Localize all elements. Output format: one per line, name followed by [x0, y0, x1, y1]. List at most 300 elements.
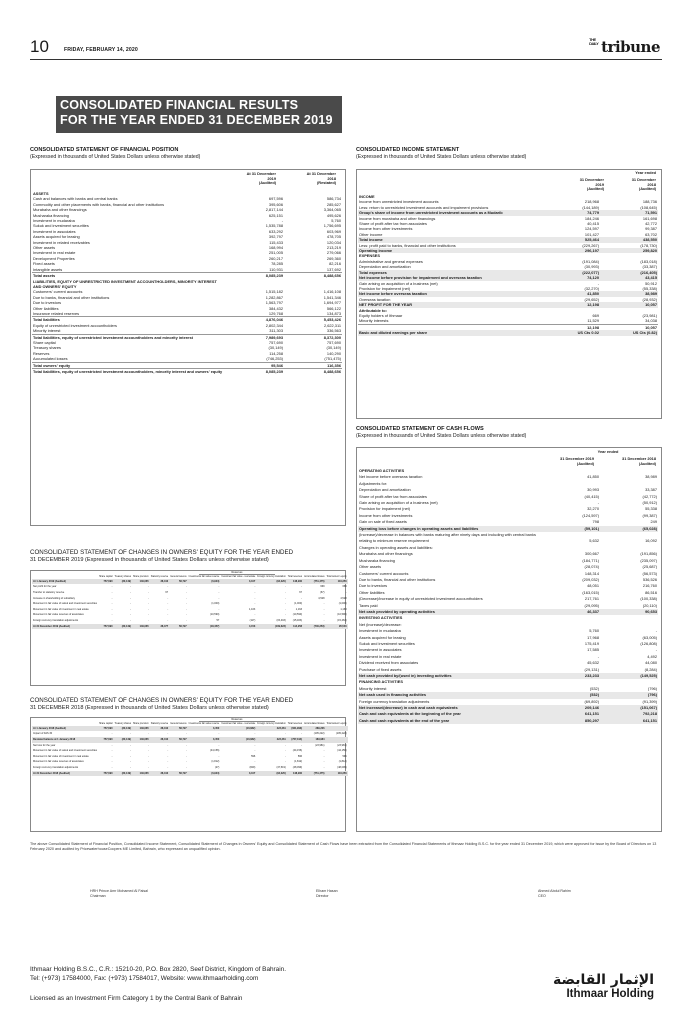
row-label: Total expenses	[358, 270, 542, 275]
equity-cell: (15,463)	[337, 618, 347, 622]
row-label: Investment in mudaraba	[33, 218, 75, 224]
equity-cell: -	[185, 596, 187, 600]
income-statement-table	[358, 194, 658, 336]
equity-cell: -	[167, 602, 169, 606]
equity-cell: -	[167, 607, 169, 611]
equity-cell: 38,410	[150, 579, 170, 585]
equity-col-header: Investments fair value reserve	[188, 576, 220, 578]
row-label: ASSETS	[33, 191, 49, 196]
equity-cell: -	[111, 596, 113, 600]
equity-cell: (94,220)	[256, 579, 286, 585]
equity-cell: 149,065	[132, 579, 150, 585]
equity-cell: -	[218, 607, 220, 611]
equity-cell: (44,156)	[292, 749, 303, 753]
equity-2019-title-2: 31 DECEMBER 2019 (Expressed in thousands of United States Dollars unless otherwise stated)	[30, 557, 269, 563]
row-label: Commodity and other placements with banks, financial and other institutions	[33, 201, 165, 207]
row-label: Attributable to:	[359, 307, 387, 313]
equity-cell: (30,149)	[113, 771, 132, 777]
row-label: Assets acquired for leasing	[359, 634, 406, 640]
value-2018: 213,219	[326, 245, 341, 251]
value-2019: 175,419	[584, 640, 599, 646]
row-label: LIABILITIES, EQUITY OF UNRESTRICTED INVESTMENT ACCOUNTHOLDERS, MINORITY INTEREST AND OWNERS' EQUITY	[33, 278, 217, 289]
value-2019: 5,760	[589, 628, 599, 634]
equity-cell: (15,403)	[276, 618, 286, 622]
equity-2018-table	[32, 723, 348, 776]
equity-cell: 4,528	[318, 596, 325, 600]
row-label: Other liabilities	[359, 589, 385, 595]
equity-2018-title-2: 31 DECEMBER 2018 (Expressed in thousands of United States Dollars unless otherwise stated)	[30, 705, 269, 711]
equity-cell: -	[185, 765, 187, 769]
row-label: Changes in operating assets and liabilities:	[359, 544, 433, 550]
value-2019: -	[597, 500, 599, 506]
value-2019: (30,149)	[268, 345, 283, 351]
equity-cell: 669	[320, 585, 325, 589]
equity-cell: 596	[342, 754, 347, 758]
equity-col-header: Statutory reserve	[150, 723, 169, 725]
value-2019: 757,690	[268, 339, 283, 345]
value-2018: 1,541,346	[323, 294, 341, 300]
equity-cell: (30,149)	[113, 579, 132, 585]
row-label: Investment in associates	[33, 228, 76, 234]
cash-flows-subtitle: (Expressed in thousands of United States Dollars unless otherwise stated)	[356, 433, 527, 439]
equity-cell: -	[111, 732, 113, 736]
equity-cell: 38,477	[150, 624, 170, 630]
equity-cell: (10,590)	[337, 613, 347, 617]
value-2018: (91,399)	[642, 698, 657, 704]
value-2018: (178,730)	[640, 242, 657, 248]
value-2019: -	[281, 218, 283, 224]
equity-cell: (105,222)	[313, 732, 325, 736]
equity-cell: -	[130, 765, 131, 769]
value-2019: -	[597, 653, 599, 659]
equity-cell: -	[147, 596, 149, 600]
value-2019: 392,797	[268, 234, 283, 240]
row-label: Murabaha and other financings	[33, 207, 87, 213]
equity-cell: 223,261	[256, 726, 286, 732]
equity-cell: -	[185, 760, 187, 764]
value-2018: 137,692	[326, 266, 341, 272]
row-label: Overseas taxation	[359, 296, 391, 302]
value-2019: 1,535,788	[265, 223, 283, 229]
value-2019: 233,233	[542, 673, 600, 679]
value-2018: 161,698	[642, 215, 657, 221]
value-2019: 148,314	[584, 570, 599, 576]
value-2018: 42,772	[645, 221, 657, 227]
financial-position-table	[32, 191, 342, 374]
value-2018: 641,151	[600, 718, 658, 724]
row-label: Depreciation and amortization	[359, 487, 411, 493]
sig-name: HRH Prince Amr Mohamed Al Faisal	[90, 889, 148, 893]
cf-col2-b: (Audited)	[638, 460, 656, 466]
value-2018: 438,550	[600, 237, 658, 242]
value-2018: 99,387	[645, 226, 657, 232]
company-phone-website: Tel: (+973) 17584000, Fax: (+973) 17584017, Website: www.ithmaarholding.com	[30, 975, 259, 982]
value-2019: (184,771)	[582, 557, 599, 563]
row-label: Fixed assets	[33, 261, 55, 267]
value-2019: 184,246	[584, 215, 599, 221]
value-2018: 63,702	[645, 231, 657, 237]
equity-2018-title: CONSOLIDATED STATEMENT OF CHANGES IN OWNERS' EQUITY FOR THE YEAR ENDED	[30, 697, 294, 704]
equity-cell: -	[284, 607, 286, 611]
value-2018: (751,475)	[324, 356, 341, 362]
equity-col-header: Treasury shares	[114, 723, 131, 725]
value-2018: (30,149)	[326, 345, 341, 351]
equity-cell: 67	[299, 590, 303, 594]
equity-cell: -	[147, 618, 149, 622]
value-2018: 4,492	[647, 653, 657, 659]
value-2018: 586,734	[326, 196, 341, 202]
logo-arabic: الإثمار القابضة	[553, 972, 654, 988]
equity-row-label: At 1 January 2019 (Audited)	[32, 579, 98, 585]
row-label: Investment in related receivables	[33, 239, 90, 245]
value-2019: 45,632	[587, 660, 599, 666]
equity-row-label: At 31 December 2018 (Audited)	[32, 771, 98, 777]
equity-cell: -	[323, 618, 325, 622]
value-2019: 11,529	[587, 318, 599, 324]
value-2019: (29,652)	[584, 296, 599, 302]
equity-2018-reserves-label: Reserves	[199, 718, 275, 722]
equity-cell: 757,690	[98, 624, 113, 630]
is-year-ended: Year ended	[635, 170, 656, 175]
equity-cell: -	[185, 585, 187, 589]
equity-cell: -	[301, 585, 303, 589]
cf-col-2018	[596, 457, 656, 466]
equity-cell: -	[284, 754, 286, 758]
equity-cell: (48,099)	[292, 765, 303, 769]
equity-cell: -	[323, 613, 325, 617]
equity-cell: -	[301, 743, 303, 747]
row-label: Income from other investments	[359, 512, 413, 518]
row-label: Adjustments for:	[359, 480, 388, 486]
equity-cell: -	[185, 732, 187, 736]
equity-cell: -	[185, 743, 187, 747]
row-label: EXPENSES	[359, 253, 380, 259]
value-2018: (28,932)	[642, 296, 657, 302]
equity-cell: -	[167, 743, 169, 747]
value-2018: 188,736	[642, 199, 657, 205]
row-label: Gain on sale of fixed assets	[359, 519, 407, 525]
value-2019: 12,198	[542, 324, 600, 330]
equity-cell: (48,099)	[337, 765, 347, 769]
equity-row-label: Transfer to statutory reserve	[33, 590, 65, 594]
value-2019	[226, 279, 284, 290]
value-2019: 1,515,182	[265, 289, 283, 295]
equity-cell: 149,065	[132, 624, 150, 630]
equity-row-label: Increase in shareholding of subsidiary	[33, 596, 75, 600]
is-row	[358, 330, 658, 335]
equity-cell: -	[323, 607, 325, 611]
equity-cell: -	[147, 590, 149, 594]
row-label: Equity of unrestricted investment accountholders	[33, 322, 117, 328]
value-2018: 1,756,695	[323, 223, 341, 229]
equity-cell: 116,356	[326, 771, 348, 777]
equity-cell: 596	[251, 754, 256, 758]
equity-row-label: At 1 January 2018 (Audited)	[32, 726, 98, 732]
equity-cell: 148,290	[287, 771, 303, 777]
equity-cell: 757,690	[98, 579, 113, 585]
value-2019: 8,085,239	[226, 369, 284, 375]
equity-cell: -	[111, 754, 113, 758]
value-2019: (29,095)	[584, 602, 599, 608]
equity-cell: 223,261	[256, 737, 286, 743]
equity-cell: -	[218, 732, 220, 736]
equity-cell: -	[254, 602, 256, 606]
company-contact	[30, 965, 450, 983]
value-2018: 82,216	[329, 261, 341, 267]
equity-col-header: Total owners' equity	[326, 723, 347, 725]
value-2019: 114,258	[269, 350, 283, 356]
value-2019: 17,968	[587, 634, 599, 640]
equity-cell: 757,690	[98, 771, 113, 777]
fp-col1-c: (Audited)	[258, 180, 276, 186]
equity-cell: 596	[297, 754, 303, 758]
equity-cell: 1,163	[340, 607, 347, 611]
equity-cell: 58,727	[169, 771, 187, 777]
sig-title: Chairman	[90, 893, 106, 898]
row-label: FINANCING ACTIVITIES	[359, 679, 403, 685]
value-2018: (191,856)	[640, 551, 657, 557]
value-2018: 8,372,300	[284, 334, 342, 340]
equity-cell: -	[147, 765, 149, 769]
value-2018: 8,488,656	[284, 369, 342, 375]
row-label: Foreign currency translation adjustments	[359, 698, 430, 704]
value-2018: (50,912)	[642, 500, 657, 506]
equity-cell: -	[185, 749, 187, 753]
equity-row-label: Foreign currency translation adjustments	[33, 765, 79, 769]
fp-col2-b: 2018	[327, 175, 336, 181]
value-2018: (55,338)	[642, 285, 657, 291]
equity-cell: (1,812)	[211, 760, 220, 764]
equity-row-label: Movement in fair value of investment in real estate	[33, 754, 89, 758]
value-2019: 641,151	[542, 711, 600, 717]
value-2019: (30,993)	[584, 264, 599, 270]
value-2018: 38,989	[600, 291, 658, 296]
value-2018: (8,284)	[644, 666, 657, 672]
row-label: Reserves	[33, 350, 50, 356]
value-2019: 300,667	[584, 551, 599, 557]
equity-cell: (16,682)	[220, 737, 256, 743]
value-2018: 5,453,426	[284, 317, 342, 323]
value-2018: (25,687)	[642, 564, 657, 570]
row-label: Net cash used in financing activities	[358, 692, 542, 698]
equity-col-header: Total owners' equity	[326, 576, 347, 578]
row-label: Other liabilities	[33, 305, 59, 311]
equity-row-label: Movement in fair value reserves of associates	[33, 760, 84, 764]
row-label: Income from murabaha and other financings	[359, 215, 436, 221]
value-2018: 259,820	[600, 248, 658, 253]
equity-cell: 116,356	[326, 579, 348, 585]
equity-cell: (661,993)	[287, 726, 303, 732]
row-label: Basic and diluted earnings per share	[358, 330, 542, 335]
equity-cell: -	[130, 743, 131, 747]
equity-cell: -	[167, 732, 169, 736]
results-banner	[56, 96, 342, 133]
cf-col-2019	[534, 457, 594, 466]
equity-cell: -	[111, 749, 113, 753]
value-2018: 5,760	[331, 218, 341, 224]
equity-cell: -	[111, 760, 113, 764]
equity-cell: -	[323, 760, 325, 764]
value-2018: 249	[650, 519, 657, 525]
row-label: Other assets	[359, 564, 382, 570]
equity-cell: (10,590)	[292, 613, 303, 617]
equity-col-header: Investment fair value - real estate	[221, 723, 256, 725]
sig-title: CEO	[538, 893, 546, 898]
equity-cell: -	[284, 743, 286, 747]
row-label: Operating income	[358, 248, 542, 253]
masthead-title: tribune	[601, 38, 660, 56]
equity-col-header: Foreign currency translation	[257, 723, 286, 725]
value-2018: (796)	[600, 692, 658, 698]
row-label: Share of profit after tax from associates	[359, 493, 427, 499]
equity-cell: -	[167, 760, 169, 764]
equity-col-header: Share capital	[99, 576, 113, 578]
value-2019: (532)	[589, 685, 599, 691]
equity-cell: 58,727	[169, 579, 187, 585]
row-label: Total owners' equity	[32, 362, 226, 368]
value-2018: (100,338)	[640, 596, 657, 602]
value-2018: (796)	[647, 685, 657, 691]
value-2018: 43,415	[600, 275, 658, 280]
equity-cell: -	[147, 585, 149, 589]
equity-cell: -	[130, 754, 131, 758]
value-2019: 384,432	[268, 305, 283, 311]
equity-cell: (30,149)	[113, 737, 132, 743]
equity-cell: -	[111, 743, 113, 747]
row-label: Net increase/(decrease) in cash and cash equivalents	[358, 705, 542, 711]
equity-cell: -	[130, 602, 131, 606]
equity-cell: (23,981)	[337, 743, 347, 747]
equity-cell: -	[130, 596, 131, 600]
equity-cell: (1,000)	[294, 602, 303, 606]
value-2019: 41,850	[587, 474, 599, 480]
value-2018: (63,005)	[642, 634, 657, 640]
equity-cell: -	[111, 765, 113, 769]
value-2019: 78,285	[271, 261, 283, 267]
equity-cell: -	[147, 732, 149, 736]
equity-cell: (117)	[249, 618, 256, 622]
row-label: Group's share of income from unrestricted investment accounts as a Mudarib	[358, 210, 542, 215]
value-2019: 30,993	[587, 487, 599, 493]
equity-cell: 148,290	[287, 579, 303, 585]
value-2019: 32,270	[587, 506, 599, 512]
equity-row-label: At 31 December 2019 (Audited)	[32, 624, 98, 630]
is-col1-b: 2019	[595, 181, 604, 187]
equity-2019-table	[32, 576, 348, 629]
value-2019: (59,101)	[542, 526, 600, 532]
equity-cell: -	[323, 602, 325, 606]
value-2018: 38,989	[645, 474, 657, 480]
row-label: Investment in real estate	[33, 250, 76, 256]
row-label: Sukuk and investment securities	[359, 640, 415, 646]
equity-cell: -	[323, 765, 325, 769]
equity-cell: (27)	[214, 765, 220, 769]
equity-cell: 38,410	[150, 726, 170, 732]
equity-col-header: General reserve	[170, 723, 187, 725]
row-label: Investment in real estate	[359, 653, 402, 659]
equity-cell: (751,475)	[303, 579, 325, 585]
value-2018: 140,290	[326, 350, 341, 356]
equity-cell: -	[167, 765, 169, 769]
equity-cell: -	[167, 618, 169, 622]
equity-row-label: Foreign currency translation adjustments	[33, 618, 79, 622]
equity-cell: -	[130, 590, 131, 594]
approval-note: The above Consolidated Statement of Financial Position, Consolidated Income Statement, Consolidated Statement of Changes in Owners' Equity and Consolidated Statement of Cash Flows have been extracted from the Consolidated Financial Statements of Ithmaar Holding B.S.C. for the year ended 31 December 2019, which were approved for issue by the Board of Directors on 13 February 2020 and audited by PricewaterhouseCoopers ME Limited, Bahrain, who expressed an unqualified opinion.	[30, 842, 657, 851]
value-2018: (183,018)	[640, 258, 657, 264]
value-2019: 48,051	[587, 583, 599, 589]
cash-flows-title: CONSOLIDATED STATEMENT OF CASH FLOWS	[356, 426, 484, 432]
equity-cell: -	[111, 602, 113, 606]
row-label: Net income before provision for impairment and overseas taxation	[358, 275, 542, 280]
financial-position-header	[30, 147, 336, 161]
value-2018: 50,912	[645, 280, 657, 286]
row-label: Total liabilities, equity of unrestricted investment accountholders and minority interest	[32, 334, 226, 340]
fp-row	[32, 369, 342, 375]
equity-cell: 114,258	[287, 624, 303, 630]
equity-cell: -	[323, 754, 325, 758]
equity-cell: -	[185, 602, 187, 606]
equity-2019-reserves-label: Reserves	[199, 571, 275, 575]
equity-cell: 183,984	[303, 737, 325, 743]
value-2019: (209,032)	[582, 576, 599, 582]
equity-row	[32, 624, 348, 630]
value-2019: 850,297	[542, 718, 600, 724]
equity-cell: -	[301, 732, 303, 736]
equity-col-header: Share premium	[133, 723, 149, 725]
fp-col1-a: At 31 December	[246, 171, 276, 176]
value-2018: 1,416,108	[323, 289, 341, 295]
value-2019: 110,931	[269, 266, 283, 272]
value-2019: 311,303	[269, 328, 283, 334]
equity-2018-header	[30, 697, 346, 712]
value-2019: 218,968	[584, 199, 599, 205]
equity-cell: (15,463)	[292, 618, 303, 622]
value-2018	[284, 279, 342, 290]
value-2018: (149,525)	[600, 673, 658, 679]
value-2019: (124,597)	[582, 512, 599, 518]
company-address: Ithmaar Holding B.S.C., C.R.: 15210-20, P.O. Box 2820, Seef District, Kingdom of Bahrain.	[30, 966, 286, 973]
equity-cell: -	[147, 602, 149, 606]
is-col-2018	[610, 178, 656, 192]
equity-col-header: Share premium	[133, 576, 149, 578]
equity-cell: -	[147, 607, 149, 611]
cf-col1-b: (Audited)	[576, 460, 594, 466]
value-2019: (28,074)	[584, 564, 599, 570]
equity-cell: -	[111, 607, 113, 611]
value-2018: (126,808)	[640, 640, 657, 646]
value-2018: 71,591	[600, 210, 658, 215]
equity-cell: (1,812)	[294, 760, 303, 764]
value-2018: (23,981)	[642, 312, 657, 318]
masthead-logo	[589, 38, 660, 56]
value-2018: (42,772)	[642, 493, 657, 499]
row-label: Due to banks, financial and other institutions	[359, 576, 436, 582]
equity-cell: (829)	[249, 765, 256, 769]
sig-name: Ahmed Abdul Rahim	[538, 889, 571, 893]
value-2018: 495,626	[326, 212, 341, 218]
value-2019: 296,197	[542, 248, 600, 253]
equity-cell: (94,220)	[256, 771, 286, 777]
equity-cell: -	[130, 607, 131, 611]
row-label: Investment in mudaraba	[359, 628, 401, 634]
value-2019: 115,433	[269, 239, 283, 245]
equity-cell: 95,546	[326, 624, 348, 630]
equity-col-header: Total reserves	[287, 576, 303, 578]
value-2019: 251,005	[268, 250, 283, 256]
value-2019: (29,131)	[584, 666, 599, 672]
row-label: Treasury shares	[33, 345, 61, 351]
value-2019: (69,892)	[584, 698, 599, 704]
